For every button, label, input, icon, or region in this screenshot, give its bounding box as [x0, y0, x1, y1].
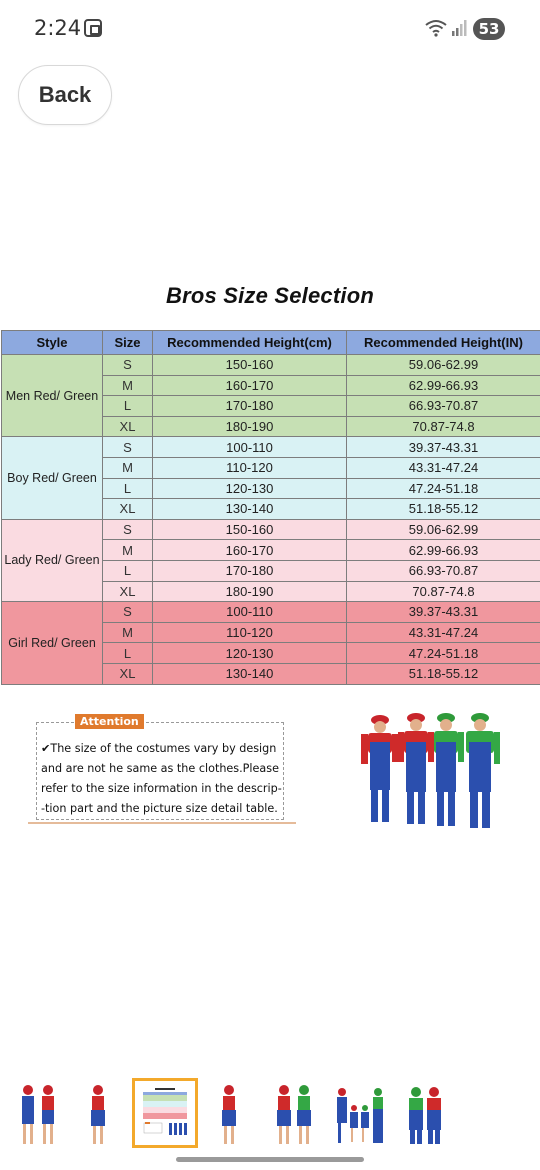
style-cell: Lady Red/ Green [2, 519, 103, 601]
height-in-cell: 51.18-55.12 [347, 663, 540, 684]
size-cell: L [103, 396, 153, 417]
thumbnail-4[interactable] [198, 1080, 260, 1146]
thumbnail-strip [0, 1074, 540, 1154]
size-cell: M [103, 375, 153, 396]
size-cell: M [103, 540, 153, 561]
height-cm-cell: 120-130 [153, 478, 347, 499]
screen-record-icon [84, 19, 102, 37]
size-chart-table [1, 330, 540, 685]
status-time: 2:24 [34, 16, 82, 40]
thumbnail-image [198, 1080, 260, 1146]
height-in-cell: 70.87-74.8 [347, 581, 540, 602]
height-cm-cell: 180-190 [153, 581, 347, 602]
thumbnail-image [264, 1080, 326, 1146]
thumbnail-image [10, 1080, 72, 1146]
thumbnail-5[interactable] [264, 1080, 326, 1146]
height-in-cell: 47.24-51.18 [347, 643, 540, 664]
costume-people-image [358, 712, 504, 842]
height-cm-cell: 150-160 [153, 355, 347, 376]
height-cm-cell: 160-170 [153, 540, 347, 561]
size-cell: XL [103, 581, 153, 602]
style-cell: Boy Red/ Green [2, 437, 103, 519]
height-in-cell: 51.18-55.12 [347, 499, 540, 520]
battery-icon: 53 [473, 18, 505, 40]
height-in-cell: 62.99-66.93 [347, 375, 540, 396]
thumbnail-7[interactable] [396, 1080, 458, 1146]
size-cell: XL [103, 663, 153, 684]
column-header: Recommended Height(cm) [153, 331, 347, 355]
size-cell: S [103, 519, 153, 540]
height-in-cell: 43.31-47.24 [347, 457, 540, 478]
size-cell: XL [103, 416, 153, 437]
home-indicator [176, 1157, 364, 1162]
back-button[interactable]: Back [18, 65, 112, 125]
person-green-2 [466, 713, 500, 828]
thumbnail-1[interactable] [10, 1080, 72, 1146]
thumbnail-2[interactable] [72, 1080, 134, 1146]
table-row [2, 602, 540, 623]
height-cm-cell: 110-120 [153, 622, 347, 643]
height-in-cell: 66.93-70.87 [347, 560, 540, 581]
size-cell: L [103, 560, 153, 581]
height-in-cell: 59.06-62.99 [347, 355, 540, 376]
person-green-1 [434, 713, 464, 826]
size-cell: XL [103, 499, 153, 520]
height-in-cell: 47.24-51.18 [347, 478, 540, 499]
size-cell: M [103, 457, 153, 478]
wifi-icon [425, 19, 447, 37]
table-row [2, 519, 540, 540]
attention-note [36, 715, 284, 820]
height-in-cell: 66.93-70.87 [347, 396, 540, 417]
thumbnail-image [141, 1087, 189, 1139]
height-in-cell: 62.99-66.93 [347, 540, 540, 561]
height-in-cell: 39.37-43.31 [347, 602, 540, 623]
person-red-2 [398, 713, 434, 824]
height-cm-cell: 120-130 [153, 643, 347, 664]
height-cm-cell: 100-110 [153, 602, 347, 623]
column-header: Size [103, 331, 153, 355]
attention-tag: Attention [75, 714, 144, 729]
height-cm-cell: 170-180 [153, 560, 347, 581]
height-cm-cell: 170-180 [153, 396, 347, 417]
size-table-body [2, 355, 540, 685]
person-red-1 [361, 715, 399, 822]
table-row [2, 437, 540, 458]
height-in-cell: 59.06-62.99 [347, 519, 540, 540]
signal-icon [451, 20, 467, 36]
table-header-row [2, 331, 540, 355]
height-in-cell: 70.87-74.8 [347, 416, 540, 437]
thumbnail-image [396, 1080, 458, 1146]
status-bar [0, 0, 540, 60]
height-cm-cell: 180-190 [153, 416, 347, 437]
height-in-cell: 39.37-43.31 [347, 437, 540, 458]
size-cell: L [103, 643, 153, 664]
size-cell: S [103, 355, 153, 376]
thumbnail-image [330, 1080, 392, 1146]
size-cell: L [103, 478, 153, 499]
style-cell: Girl Red/ Green [2, 602, 103, 684]
divider [28, 822, 296, 824]
size-cell: S [103, 602, 153, 623]
size-cell: S [103, 437, 153, 458]
height-cm-cell: 110-120 [153, 457, 347, 478]
thumbnail-image [72, 1080, 134, 1146]
height-cm-cell: 160-170 [153, 375, 347, 396]
height-cm-cell: 130-140 [153, 499, 347, 520]
height-cm-cell: 130-140 [153, 663, 347, 684]
attention-text: ✔The size of the costumes vary by design and are not he same as the clothes.Please refer to the size information in the descrip--tion part and the picture size detail table. [41, 742, 282, 815]
thumbnail-3-selected[interactable] [132, 1078, 198, 1148]
column-header: Recommended Height(IN) [347, 331, 540, 355]
column-header: Style [2, 331, 103, 355]
height-cm-cell: 100-110 [153, 437, 347, 458]
size-cell: M [103, 622, 153, 643]
style-cell: Men Red/ Green [2, 355, 103, 437]
height-cm-cell: 150-160 [153, 519, 347, 540]
size-chart-title: Bros Size Selection [166, 283, 374, 308]
thumbnail-6[interactable] [330, 1080, 392, 1146]
height-in-cell: 43.31-47.24 [347, 622, 540, 643]
table-row [2, 355, 540, 376]
